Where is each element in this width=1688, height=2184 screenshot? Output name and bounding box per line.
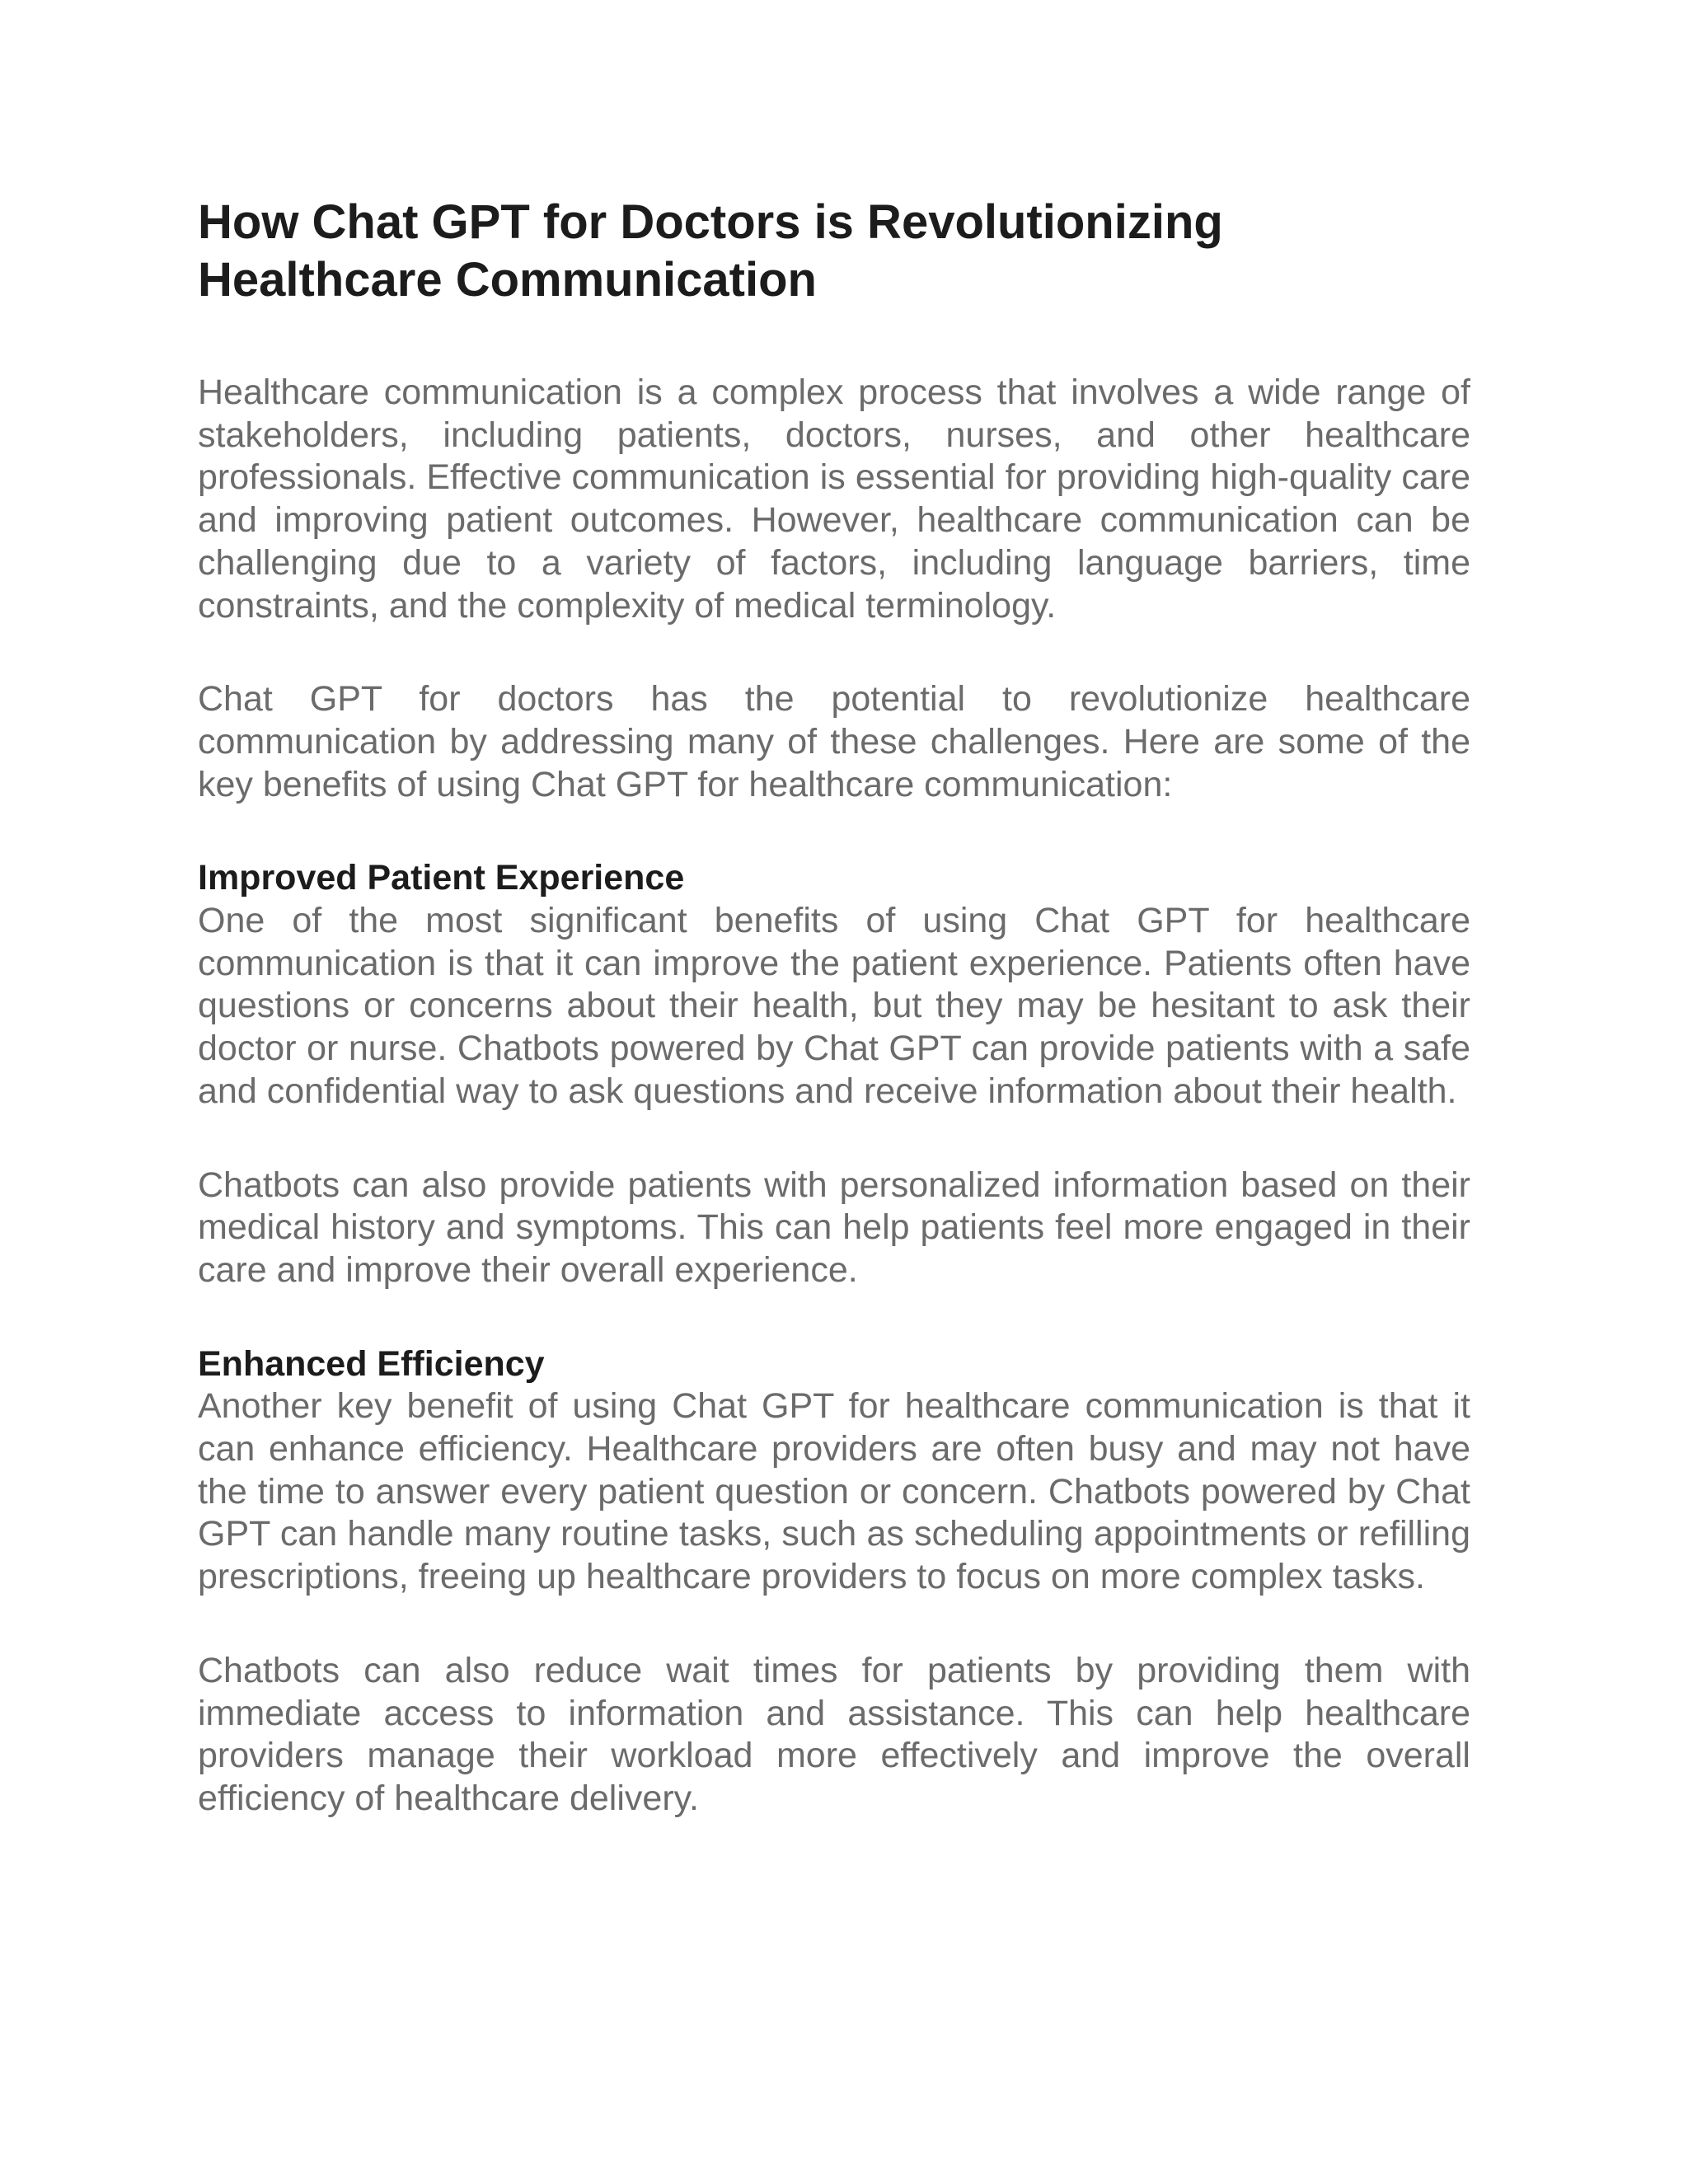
section-improved-patient-experience [198, 857, 1470, 1291]
section-heading: Improved Patient Experience [198, 858, 685, 898]
document-body [198, 194, 1470, 1821]
section-heading: Enhanced Efficiency [198, 1343, 545, 1384]
section-enhanced-efficiency [198, 1343, 1470, 1821]
section-paragraph: Another key benefit of using Chat GPT for healthcare communication is that it can enhance efficiency. Healthcare providers are often busy and may not have the time to answer every patient question or concern. Chatbots powered by Chat GPT can handle many routine tasks, such as scheduling appointments or refilling prescriptions, freeing up healthcare providers to focus on more complex tasks. [198, 1386, 1470, 1597]
document-title: How Chat GPT for Doctors is Revolutionizing Healthcare Communication [198, 195, 1223, 307]
intro-paragraph-2: Chat GPT for doctors has the potential to revolutionize healthcare communication by addressing many of these challenges. Here are some of the key benefits of using Chat GPT for healthcare communication: [198, 679, 1470, 804]
section-paragraph: One of the most significant benefits of using Chat GPT for healthcare communication is that it can improve the patient experience. Patients often have questions or concerns about their health, but they may be hesitant to ask their doctor or nurse. Chatbots powered by Chat GPT can provide patients with a safe and confidential way to ask questions and receive information about their health. [198, 901, 1470, 1111]
section-paragraph: Chatbots can also reduce wait times for patients by providing them with immediate access to information and assistance. This can help healthcare providers manage their workload more effectively and improve the overall efficiency of healthcare delivery. [198, 1650, 1470, 1818]
section-paragraph: Chatbots can also provide patients with personalized information based on their medical history and symptoms. This can help patients feel more engaged in their care and improve their overall experience. [198, 1165, 1470, 1290]
intro-paragraph-1: Healthcare communication is a complex process that involves a wide range of stakeholders, including patients, doctors, nurses, and other healthcare professionals. Effective communication is essential for providing high-quality care and improving patient outcomes. However, healthcare communication can be challenging due to a variety of factors, including language barriers, time constraints, and the complexity of medical terminology. [198, 373, 1470, 626]
